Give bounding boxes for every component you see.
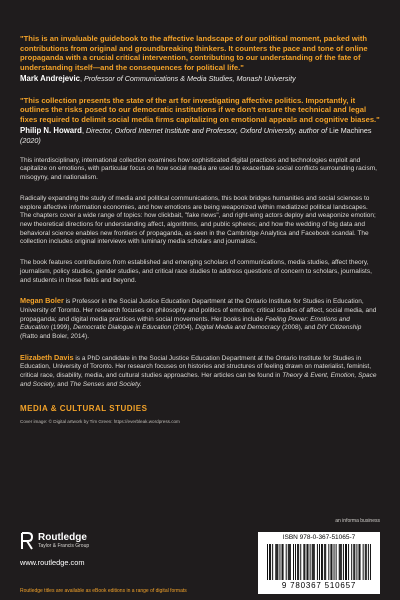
ebook-note: Routledge titles are available as eBook editions in a range of digital formats: [20, 588, 187, 594]
publisher-website: www.routledge.com: [20, 558, 85, 567]
book-title: DIY Citizenship: [317, 324, 362, 332]
bio-text: (2004),: [171, 324, 196, 332]
publisher-name: Routledge: [38, 532, 87, 543]
endorser-role: Director, Oxford Internet Institute and Professor, Oxford University, author of: [85, 126, 330, 136]
bio-text: (Ratto and Boler, 2014).: [20, 333, 90, 341]
endorser-book: Lie Machines: [329, 126, 372, 136]
publisher-logo: [20, 532, 89, 550]
publisher-group: Taylor & Francis Group: [38, 543, 90, 549]
bio-text: (1999),: [48, 324, 74, 332]
endorsement-quote-2: "This collection presents the state of the art for investigating affective politics. Importantly, it outlines the risks posed to our democratic institutions if we don't ensure the technical and legal fixes required to delimit social media firms capitalizing on emotional appeals and cognitive biases.": [20, 95, 380, 124]
editor-bio-davis: [20, 354, 380, 390]
bio-text: is Professor in the Social Justice Education Department at the Ontario Institute for Studies in Education, University of Toronto. Her research focuses on philosophy and politics of emotion; critical studies of affect, social media, and propaganda; and digital media practices within social movements. Her books include: [20, 298, 377, 323]
editor-bio-boler: [20, 297, 380, 342]
routledge-logo-icon: [20, 532, 34, 550]
book-title: Feeling Power: Emotions and Education: [20, 315, 350, 332]
publisher-wordmark: [38, 532, 89, 549]
endorser-name: Mark Andrejevic: [20, 74, 80, 84]
journal-title: The Senses and Society.: [69, 380, 142, 388]
bio-text: is a PhD candidate in the Social Justice Education Department at the Ontario Institute for Studies in Education, University of Toronto. Her research focuses on histories and structures of feeling drawn on materialist, feminist, critical race, disability, media, and cultural studies approaches. Her articles can be found in: [20, 354, 372, 380]
editor-name: Elizabeth Davis: [20, 352, 74, 362]
barcode-bars: [267, 544, 371, 580]
journal-titles: Theory & Event, Emotion, Space and Society,: [20, 372, 377, 388]
endorsement-quote-1: "This is an invaluable guidebook to the affective landscape of our political moment, packed with contributions from original and groundbreaking thinkers. It counters the pace and tone of online propaganda with a crucial critical intervention, contributing to our understanding of the fate of understanding itself—and the consequences for political life.": [20, 34, 368, 72]
description-paragraph: Radically expanding the study of media and political communications, this book bridges humanities and social sciences to explore affective information economies, and how emotions are being weaponized within mediatized political landscapes. The chapters cover a wide range of topics: how clickbait, "fake news", and right-wing actors deploy and weaponize emotion; new theoretical directions for understanding affect, algorithms, and public spheres; and how the wedding of big data and behavioral science enables new frontiers of propaganda, as seen in the Cambridge Analytica and Facebook scandal. The collection includes original interviews with luminary media scholars and journalists.: [20, 194, 376, 246]
informa-business-label: an informa business: [335, 518, 380, 524]
endorser-role: Professor of Communications & Media Studies, Monash University: [83, 74, 296, 84]
editor-name: Megan Boler: [20, 296, 64, 306]
bio-text: (2008), and: [280, 324, 318, 332]
endorsement-attribution-1: Mark Andrejevic, Professor of Communications & Media Studies, Monash University: [20, 74, 296, 84]
cover-image-credit: Cover image: © Digital artwork by Tim Green: https://everbleak.wordpress.com: [20, 418, 180, 424]
book-title: Digital Media and Democracy: [195, 324, 281, 332]
isbn-label: ISBN 978-0-367-51065-7: [282, 534, 356, 541]
endorser-name: Philip N. Howard: [20, 126, 82, 136]
endorser-year: (2020): [20, 135, 41, 145]
endorsement-attribution-2: Philip N. Howard, Director, Oxford Internet Institute and Professor, Oxford University, author of Lie Machines (2020): [20, 126, 372, 145]
book-title: Democratic Dialogue in Education: [73, 324, 172, 332]
description-paragraph: The book features contributions from established and emerging scholars of communications, media studies, affect theory, journalism, policy studies, gender studies, and critical race studies to address questions of concern to scholars, journalists, and students in these fields and beyond.: [20, 259, 372, 284]
description-paragraph: This interdisciplinary, international collection examines how sophisticated digital practices and technologies exploit and capitalize on emotions, with particular focus on how social media are used to exacerbate social conflicts surrounding racism, misogyny, and nationalism.: [20, 156, 377, 182]
bio-text: and: [55, 380, 70, 388]
barcode-digits: 9 780367 510657: [281, 581, 357, 590]
series-label: MEDIA & CULTURAL STUDIES: [20, 403, 148, 413]
isbn-barcode: [258, 532, 380, 594]
